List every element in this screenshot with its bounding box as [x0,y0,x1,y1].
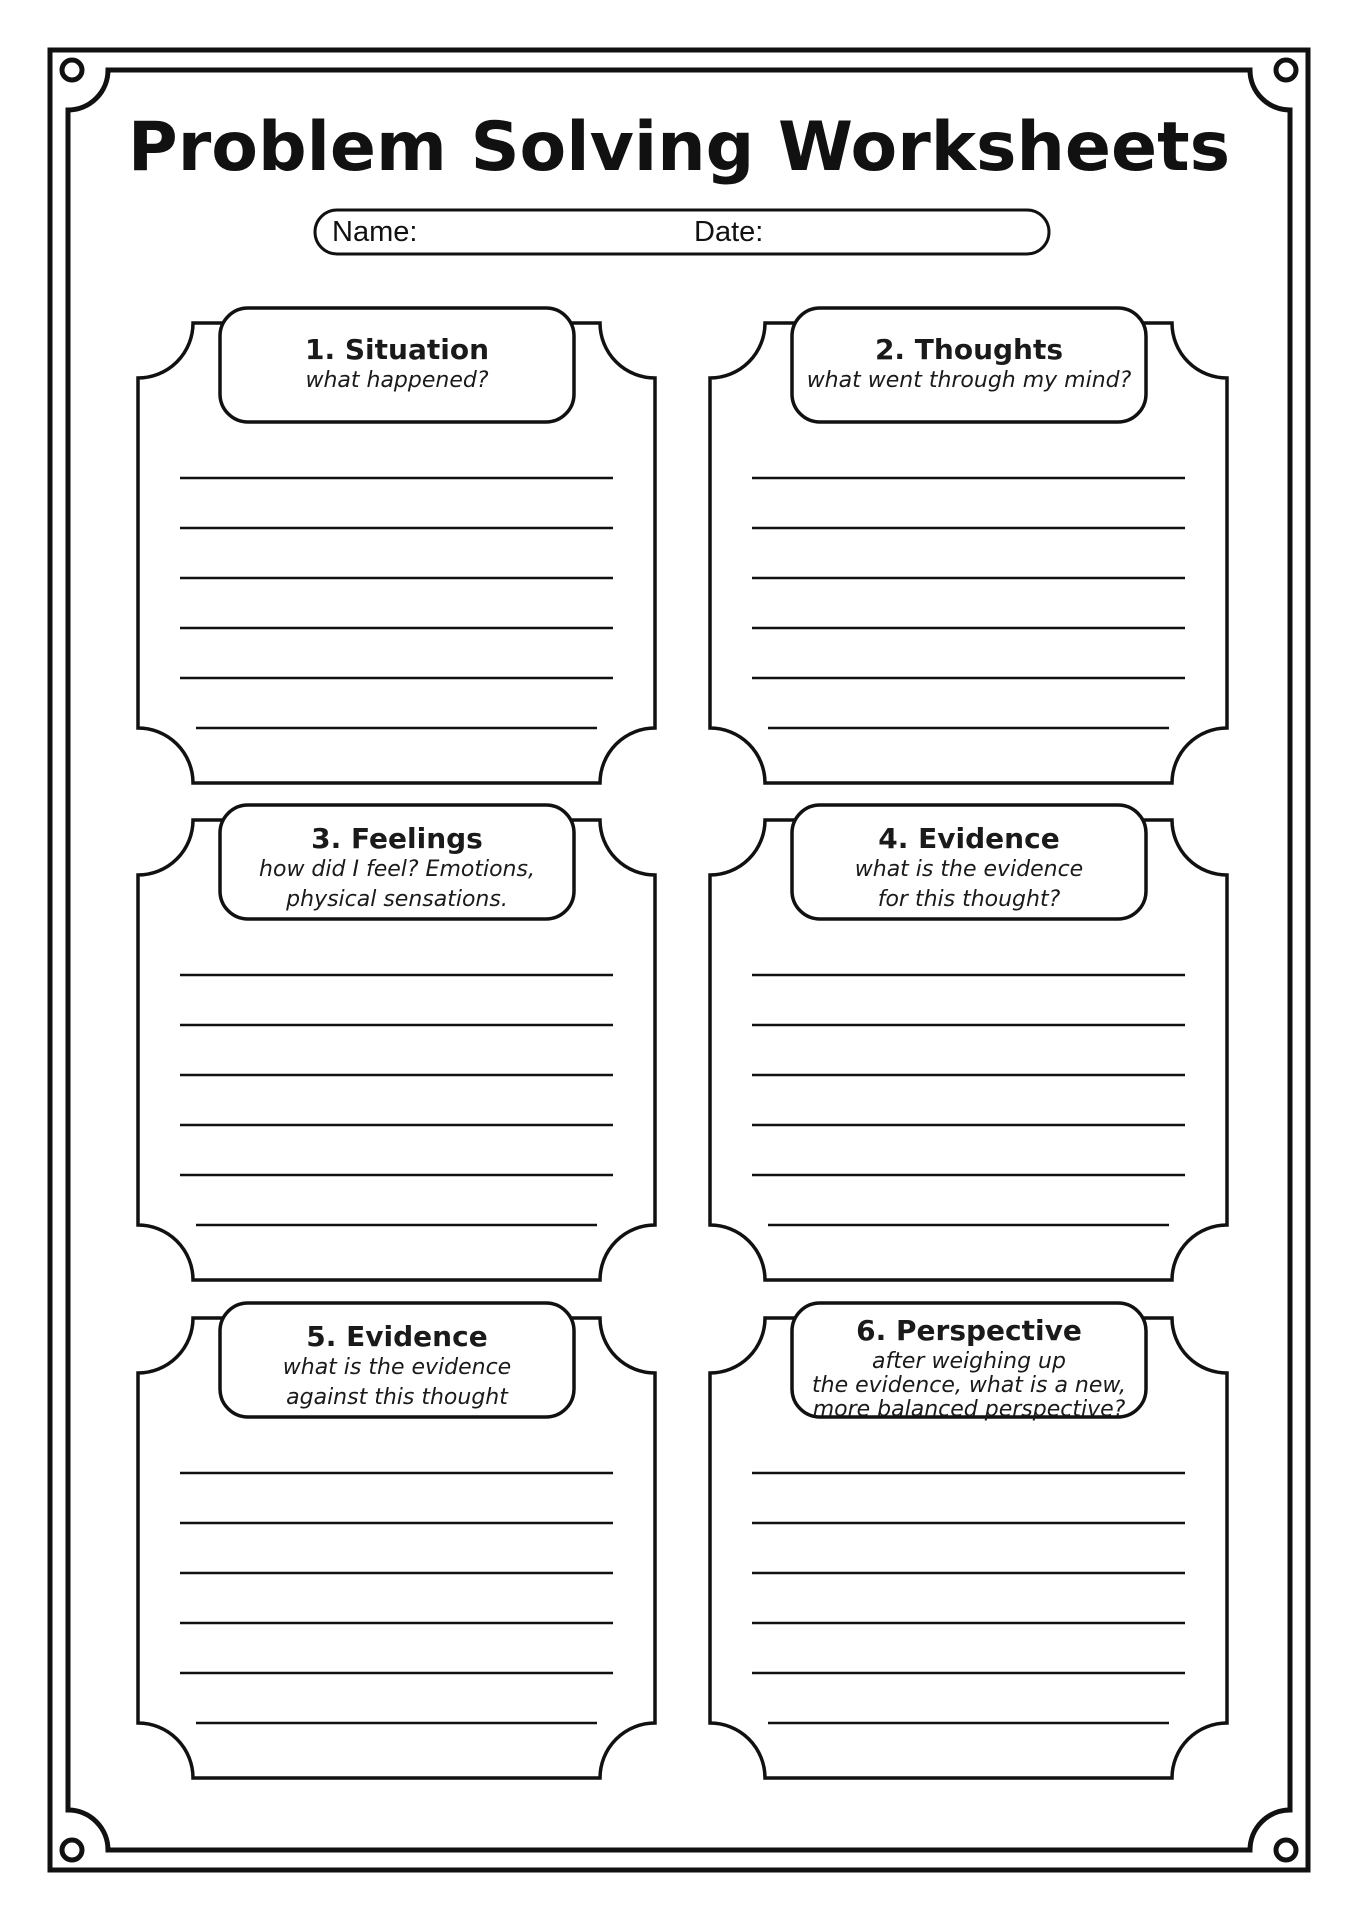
name-label: Name: [332,216,418,248]
box-subtitle-line: after weighing up [872,1349,1066,1374]
corner-circle-bottom-left [62,1840,82,1860]
box-subtitle-line: physical sensations. [286,887,508,912]
boxes-layer [138,308,1227,1778]
box-subtitle-line: what happened? [305,368,489,393]
corner-circle-top-left [62,60,82,80]
box-heading: 3. Feelings [311,822,483,855]
page-title: Problem Solving Worksheets [127,108,1231,187]
box-subtitle-line: the evidence, what is a new, [812,1373,1126,1398]
box-subtitle-line: what went through my mind? [806,368,1132,393]
box-heading: 6. Perspective [856,1314,1082,1347]
box-subtitle-line: what is the evidence [854,857,1084,882]
box-heading: 1. Situation [305,333,489,366]
date-label: Date: [694,216,764,248]
corner-circle-bottom-right [1276,1840,1296,1860]
box-subtitle-line: more balanced perspective? [812,1397,1126,1422]
box-subtitle-line: what is the evidence [282,1355,512,1380]
box-subtitle-line: for this thought? [877,887,1061,912]
box-subtitle-line: against this thought [286,1385,508,1410]
box-subtitle-line: how did I feel? Emotions, [259,857,535,882]
corner-circle-top-right [1276,60,1296,80]
box-heading: 2. Thoughts [874,333,1064,366]
name-date-field[interactable] [315,210,1049,254]
box-heading: 4. Evidence [878,822,1060,855]
box-heading: 5. Evidence [306,1320,488,1353]
